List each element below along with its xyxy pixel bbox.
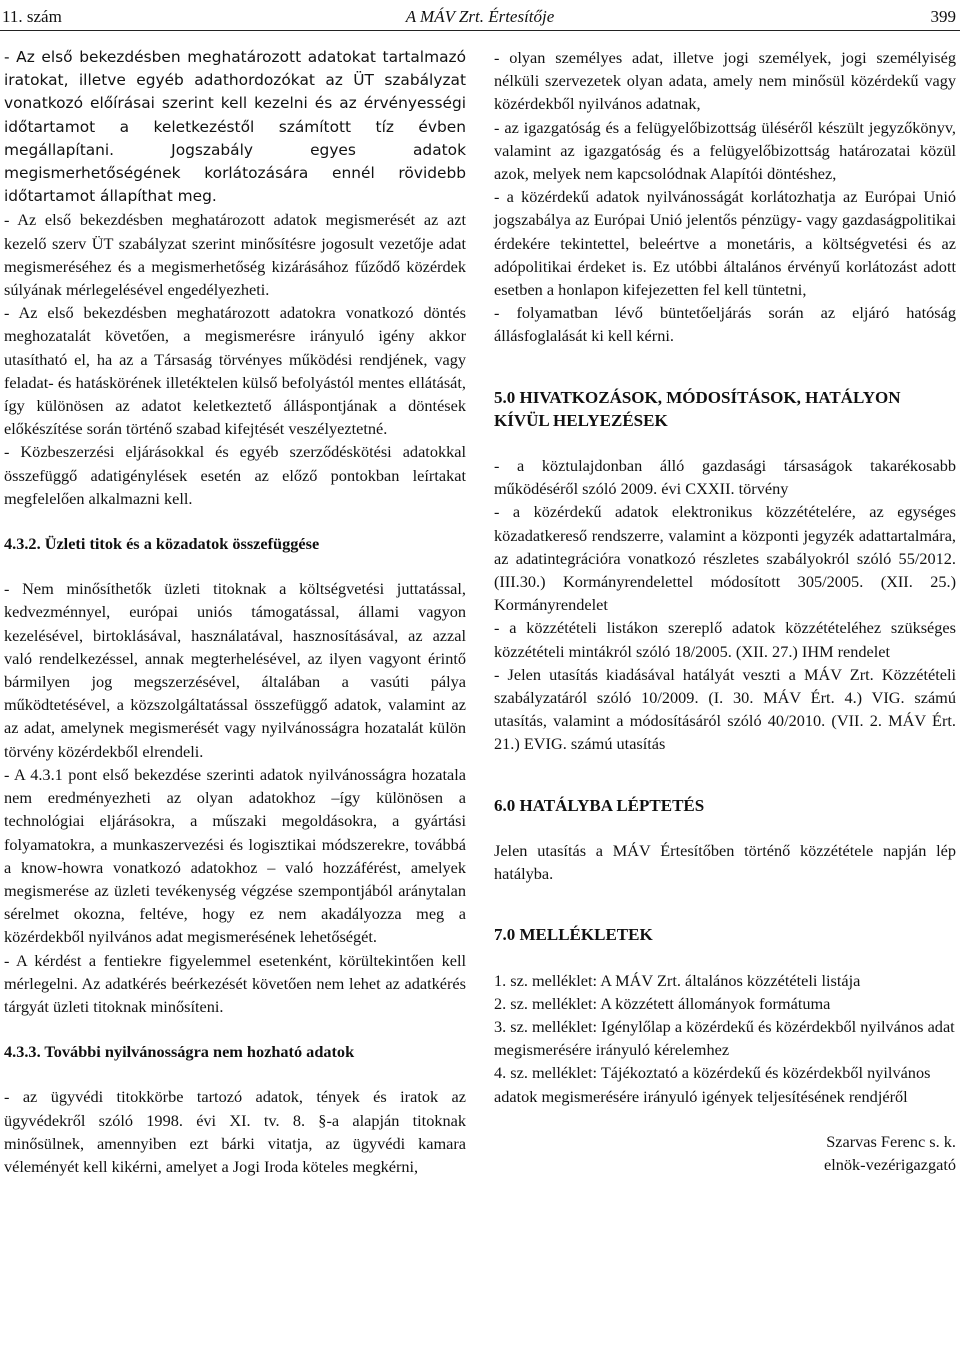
paragraph: - az igazgatóság és a felügyelőbizottság üléséről készült jegyzőkönyv, valamint az igazgatóság és a felügyelőbizottság határozatai közül azok, melyek nem kapcsolódnak Alapítói döntéshez, xyxy=(494,117,956,184)
header-rule xyxy=(0,30,960,31)
section-heading-5-0: 5.0 HIVATKOZÁSOK, MÓDOSÍTÁSOK, HATÁLYON KÍVÜL HELYEZÉSEK xyxy=(494,387,901,430)
paragraph: Jelen utasítás a MÁV Értesítőben történő közzététele napján lép hatályba. xyxy=(494,840,956,884)
section-heading-7-0: 7.0 MELLÉKLETEK xyxy=(494,925,653,945)
publication-title: A MÁV Zrt. Értesítője xyxy=(405,7,555,26)
signature-title: elnök-vezérigazgató xyxy=(824,1154,956,1174)
signature-name: Szarvas Ferenc s. k. xyxy=(826,1131,956,1151)
page-number: 399 xyxy=(930,7,956,26)
paragraph: - Közbeszerzési eljárásokkal és egyéb szerződéskötési adatokkal összefüggő adatigénylések esetén az előző pontokban leírtakat megfelelően alkalmazni kell. xyxy=(4,442,466,508)
paragraph: - A 4.3.1 pont első bekezdése szerinti adatok nyilvánosságra hozatala nem eredményezheti az olyan adatokhoz –így különösen a technológiai eljárásokra, a műszaki megoldásokra, a gyártási folyamatokra, a munkaszervezési és logisztikai módszerekre, továbbá a know-howra vonatkozó adatokhoz – való hozzáférést, amelyek megismerése az üzleti tevékenység végzése szempontjából aránytalan sérelmet okozna, feltéve, hogy ez nem akadályozza meg a közérdekből nyilvános adat megismerésének lehetőségét. xyxy=(4,764,466,947)
section-heading-4-3-3: 4.3.3. További nyilvánosságra nem hozható adatok xyxy=(4,1042,355,1062)
paragraph: - a köztulajdonban álló gazdasági társaságok takarékosabb működéséről szóló 2009. évi CXXII. törvény xyxy=(494,456,956,499)
paragraph: - Az első bekezdésben meghatározott adatokra vonatkozó döntés meghozatalát követően, a megismerésre irányuló igény akkor utasítható el, ha az a Társaság törvényes működési rendjének, vagy feladat- és hatáskörének illetéktelen külső befolyástól mentes ellátását, így különösen az adatot keletkeztető álláspontjának a döntések előkészítése során történő szabad kifejtését veszélyeztetné. xyxy=(4,303,466,439)
paragraph: - olyan személyes adat, illetve jogi személyek, jogi személyiség nélküli szervezetek olyan adata, amely nem minősül közérdekű vagy közérdekből nyilvános adatnak, xyxy=(494,48,956,114)
issue-number: 11. szám xyxy=(2,7,62,26)
paragraph: - a közérdekű adatok elektronikus közzétételére, az egységes közadatkereső rendszerre, valamint a központi jegyzék adattartalmára, az adatintegrációra vonatkozó részletes szabályokról szóló 55/2012. (III.30.) Kormányrendelettel módosított 305/2005. (XII. 25.) Kormányrendelet xyxy=(494,502,956,615)
paragraph: - Az első bekezdésben meghatározott adatokat tartalmazó iratokat, illetve egyéb adathordozókat az ÜT szabályzat vonatkozó előírásai szerint kell kezelni és az érvényességi időtartamot a keletkezéstől számított tíz évben megállapítani. Jogszabály egyes adatok megismerhetőségének korlátozására ennél rövidebb időtartamot állapíthat meg. xyxy=(4,48,466,206)
paragraph: - a közérdekű adatok nyilvánosságát korlátozhatja az Európai Unió jogszabálya az Európai Unió jelentős pénzügy- vagy gazdaságpolitikai érdekére tekintettel, beleértve a monetáris, a költségvetési és az adópolitikai érdeket is. Ez utóbbi általános érvényű korlátozást adott esetben a honlapon kifejezetten fel kell tüntetni, xyxy=(494,187,956,300)
section-heading-6-0: 6.0 HATÁLYBA LÉPTETÉS xyxy=(494,795,705,815)
page-header xyxy=(0,4,960,30)
annex-item: 2. sz. melléklet: A közzétett állományok formátuma xyxy=(494,993,831,1013)
paragraph: - Nem minősíthetők üzleti titoknak a költségvetési juttatással, kedvezménnyel, európai uniós támogatással, állami vagyon kezelésével, birtoklásával, használatával, hasznosításával, az azzal való rendelkezéssel, annak megterhelésével, az ilyen vagyont érintő bármilyen jog megszerzésével, általában a vasúti pálya működtetésével, a közszolgáltatással összefüggő adatok, valamint az az adat, amelynek megismerését vagy nyilvánosságra hozatalát külön törvény közérdekből elrendeli. xyxy=(4,579,466,761)
paragraph: - a közzétételi listákon szereplő adatok közzétételéhez szükséges közzétételi mintákról szóló 18/2005. (XII. 27.) IHM rendelet xyxy=(494,618,956,661)
annex-item: 1. sz. melléklet: A MÁV Zrt. általános közzétételi listája xyxy=(494,970,861,990)
right-column xyxy=(494,46,956,1176)
paragraph: - Az első bekezdésben meghatározott adatok megismerését az azt kezelő szerv ÜT szabályzat szerint minősítésre jogosult vezetője adat megismeréséhez és a megismerhetőség kizárásához fűződő közérdek súlyának mérlegelésével engedélyezheti. xyxy=(4,210,466,300)
section-heading-4-3-2: 4.3.2. Üzleti titok és a közadatok összefüggése xyxy=(4,534,320,554)
annex-item: 4. sz. melléklet: Tájékoztató a közérdekű és közérdekből nyilvános adatok megismerésére irányuló igények teljesítésének rendjéről xyxy=(494,1063,931,1106)
paragraph: - folyamatban lévő büntetőeljárás során az eljáró hatóság állásfoglalását ki kell kérni. xyxy=(494,303,956,346)
annex-item: 3. sz. melléklet: Igénylőlap a közérdekű és közérdekből nyilvános adat megismerésére irányuló kérelemhez xyxy=(494,1016,955,1060)
paragraph: - az ügyvédi titokkörbe tartozó adatok, tények és iratok az ügyvédekről szóló 1998. évi XI. tv. 8. §-a alapján titoknak minősülnek, amennyiben ezt bárki vitatja, az ügyvédi kamara véleményét kell kikérni, amelyet a Jogi Iroda köteles megkérni, xyxy=(4,1087,466,1176)
paragraph: - Jelen utasítás kiadásával hatályát veszti a MÁV Zrt. Közzétételi szabályzatáról szóló 10/2009. (I. 30. MÁV Ért. 4.) VIG. számú utasítás, valamint a módosításáról szóló 40/2010. (VII. 2. MÁV Ért. 21.) EVIG. számú utasítás xyxy=(494,664,956,754)
left-column xyxy=(4,46,466,1178)
paragraph: - A kérdést a fentiekre figyelemmel esetenként, körültekintően kell mérlegelni. Az adatkérés beérkezését követően nem lehet az adatkérés tárgyát üzleti titoknak minősíteni. xyxy=(4,950,466,1016)
